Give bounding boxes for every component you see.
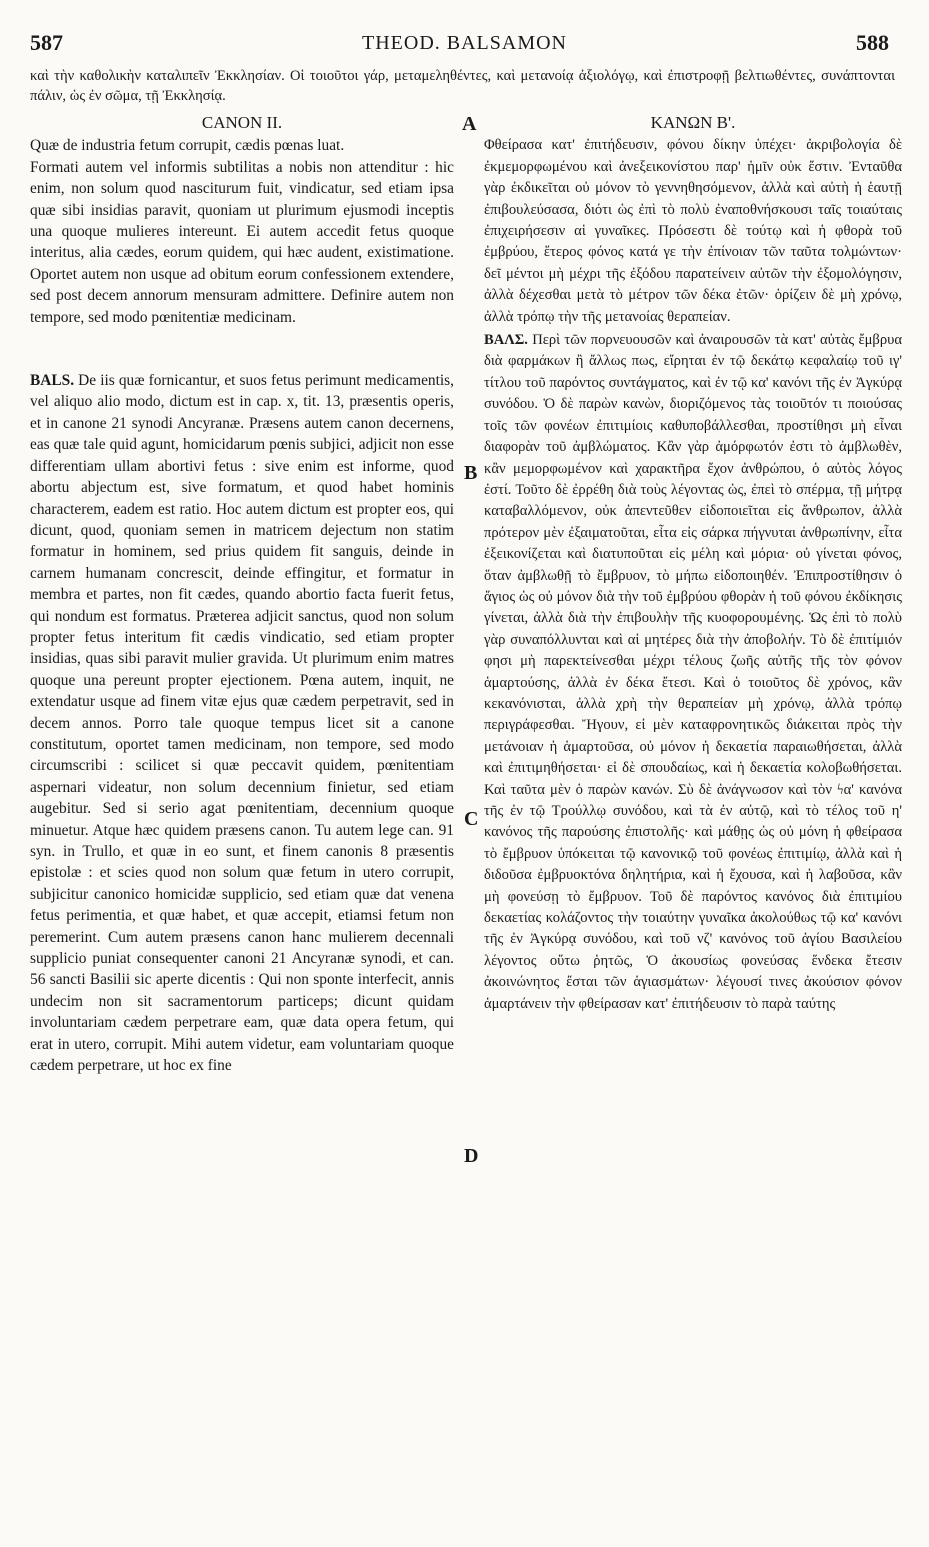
latin-commentary	[30, 370, 454, 1076]
page-number-left: 587	[30, 30, 63, 55]
margin-marker-c: C	[464, 808, 479, 830]
running-title: THEOD. BALSAMON	[362, 32, 567, 54]
intro-greek-text: καὶ τὴν καθολικὴν καταλιπεῖν Ἐκκλησίαν. Οἱ τοιοῦτοι γάρ, μεταμεληθέντες, καὶ μετανοίᾳ ἀξιολόγῳ, καὶ ἐπιστροφῇ βελτιωθέντες, συνάπτονται πάλιν, ὡς ἐν σῶμα, τῇ Ἐκκλησίᾳ.	[30, 68, 895, 104]
section-gap	[30, 328, 454, 370]
latin-rubric: Quæ de industria fetum corrupit, cædis pœnas luat.	[30, 137, 345, 155]
greek-canon-title: ΚΑΝΩΝ Β'.	[650, 113, 736, 132]
latin-canon-title: CANON II.	[201, 113, 283, 132]
latin-column	[30, 112, 454, 1076]
page-header	[30, 30, 899, 62]
page-number-right: 588	[856, 30, 889, 55]
latin-commentary-text: De iis quæ fornicantur, et suos fetus perimunt medicamentis, vel aliquo alio modo, dictum est in cap. x, tit. 13, præsentis operis, et in canone 21 synodi Ancyranæ. Præsens autem canon decernens, eas quæ tale quid agunt, homicidarum pœnis subjici, adjicit non esse differentiam ullam abortivi fetus : sive enim est informe, quod abortu abjectum est, sive formatum, et quod habet hominis characterem, eadem est ratio. Hoc autem dictum est propter eos, qui dicunt, quod, quoniam semen in matricem dejectum non statim formatur in hominem, sed prius quidem fit sanguis, deinde in carnem humanam concrescit, deinde effingitur, et formatur in membra et partes, non fit cædes, quando abortio facta fuerit fetus, qui nondum est formatus. Præterea adjicit sanctus, quod non solum propter fetus interitum fit cædis vindicatio, sed etiam propter insidias, quas sibi paravit mulier gravida. Ut plurimum enim matres quoque una pereunt propter ejectionem. Pœna autem, inquit, ne extendatur usque ad finem vitæ ejus quæ cædem perpetravit, sed in decem annos. Porro tale quoque tempus licet sit a canone constitutum, oportet tamen medicinam, non tempore, sed modo circumscribi : scilicet si quæ peccavit quidem, pœnitentiam aspernari videatur, non solum decennium finietur, sed etiam augebitur. Sed si serio agat pœnitentiam, decennium quoque minuetur. Atque hæc quidem præsens canon. Tu autem lege can. 91 syn. in Trullo, et quæ in eo sunt, et finem canonis 8 præsentis epistolæ : et scies quod non solum quæ fetum in utero corrupit, subjicitur canonico homicidæ supplicio, sed etiam quæ dat venena fetus perimentia, et quæ habet, et quæ accepit, etiamsi fetum non peremerint. Cum autem præsens canon hanc mulierem decennali supplicio puniat consequenter canoni 21 Ancyranæ synodi, et can. 56 sancti Basilii sic aperte dicentis : Qui non sponte interfecit, annis undecim non sit sacramentorum particeps; dicunt quidam involuntariam cædem perpetrare eam, quæ data opera fetum, qui erat in utero, corrupit. Mihi autem videtur, eam voluntariam quoque cædem perpetrare, ut hoc ex fine	[30, 372, 454, 1075]
latin-bals-label: BALS.	[30, 372, 75, 390]
greek-canon-text: Φθείρασα κατ' ἐπιτήδευσιν, φόνου δίκην ὑπέχει· ἀκριβολογία δὲ ἐκμεμορφωμένου καὶ ἀνεξεικονίστου παρ' ἡμῖν οὐκ ἔστιν. Ἐνταῦθα γὰρ ἐκδικεῖται οὐ μόνον τὸ γεννηθησόμενον, ἀλλὰ καὶ αὐτὴ ἡ ἑαυτῇ ἐπιβουλεύσασα, διότι ὡς ἐπὶ τὸ πολὺ ἐναποθνήσκουσι ταῖς τοιαύταις ἐπιχειρήσεσιν αἱ γυναῖκες. Πρόσεστι δὲ τούτῳ καὶ ἡ φθορὰ τοῦ ἐμβρύου, ἕτερος φόνος κατά γε τὴν ἐπίνοιαν τῶν ταῦτα τολμώντων· δεῖ μέντοι μὴ μέχρι τῆς ἐξόδου παρατείνειν αὐτῶν τὴν ἐξομολόγησιν, ἀλλὰ δέχεσθαι μετὰ τὸ μέτρον τῶν δέκα ἐτῶν· ὁρίζειν δὲ μὴ χρόνῳ, ἀλλὰ τρόπῳ τὴν τῆς μετανοίας θεραπείαν.	[484, 137, 902, 325]
margin-marker-d: D	[464, 1145, 479, 1167]
greek-bals-label: ΒΑΛΣ.	[484, 332, 528, 349]
greek-commentary	[484, 330, 902, 1015]
margin-marker-b: B	[464, 462, 478, 484]
latin-canon-text: Formati autem vel informis subtilitas a nobis non attenditur : hic enim, non solum quod nasciturum fuit, vindicatur, sed etiam ipsa quæ sibi insidias paravit, quoniam ut plurimum ejusmodi inceptis una quoque mulieres intereunt. Ei autem accedit fetus quoque interitus, alia cædes, eorum quidem, qui hæc audent, existimatione. Oportet autem non usque ad obitum eorum confessionem extendere, sed post decem annorum mensuram admittere. Definire autem non tempore, sed modo pœnitentiæ medicinam.	[30, 158, 454, 326]
greek-column	[484, 112, 902, 1015]
margin-marker-a: A	[462, 113, 477, 135]
greek-commentary-text: Περὶ τῶν πορνευουσῶν καὶ ἀναιρουσῶν τὰ κατ' αὐτὰς ἔμβρυα διὰ φαρμάκων ἢ ἄλλως πως, εἴρηται ἐν τῷ δεκάτῳ κεφαλαίῳ τοῦ ιγ' τίτλου τοῦ παρόντος συντάγματος, καὶ ἐν τῷ κα' κανόνι τῆς ἐν Ἀγκύρᾳ συνόδου. Ὁ δὲ παρὼν κανὼν, διοριζόμενος τὰς τοιοῦτόν τι ποιούσας τοῖς τῶν φονέων ἐπιτιμίοις καθυποβάλλεσθαι, προστίθησι μὴ εἶναι διαφορὰν τοῦ ἀμβλώματος. Κἂν γὰρ ἀμόρφωτόν ἐστι τὸ ἀμβλωθὲν, κἂν μεμορφωμένον καὶ χαρακτῆρα ἔχον ἀνθρώπου, ὁ αὐτὸς λόγος ἐστί. Τοῦτο δὲ ἐρρέθη διὰ τοὺς λέγοντας ὡς, ἐπεὶ τὸ σπέρμα, τῇ μήτρᾳ καταβαλλόμενον, οὐκ ἀπεντεῦθεν εἰδοποιεῖται εἰς ἄνθρωπον, ἀλλὰ πρότερον μὲν ἐξαιματοῦται, εἶτα εἰς σάρκα πήγνυται ἀνθρωπίνην, εἶτα ἐξεικονίζεται καὶ διατυποῦται εἰς μέλη καὶ μόρια· οὐ γίνεται φόνος, ὅταν ἀμβλωθῇ τὸ ἔμβρυον, τὸ μήπω εἰδοποιηθέν. Ἐπιπροστίθησιν ὁ ἅγιος ὡς οὐ μόνον διὰ τὴν τοῦ ἐμβρύου φθορὰν ἡ τοῦ φόνου ἐκδίκησις γίνεται, ἀλλὰ διὰ τὴν ἐπιβουλὴν τῆς κυοφορουμένης. Ὡς ἐπὶ τὸ πολὺ γὰρ συναπόλλυνται καὶ αἱ μητέρες διὰ τὴν ἀποβολήν. Τὸ δὲ ἐπιτίμιόν φησι μὴ παρεκτείνεσθαι μέχρι τέλους ζωῆς αὐτῆς τῆς τὸν φόνον ἁμαρτούσης, ἀλλὰ ἐν δέκα ἔτεσι. Καὶ ὁ τοιοῦτος δὲ χρόνος, κἂν κεκανόνισται, ἀλλὰ χρὴ τὴν θεραπείαν μὴ χρόνῳ, ἀλλὰ τρόπῳ περιγράφεσθαι. Ἤγουν, εἰ μὲν καταφρονητικῶς διάκειται πρὸς τὴν μετάνοιαν ἡ ἁμαρτοῦσα, οὐ μόνον ἡ δεκαετία παραιωθήσεται, ἀλλὰ καὶ ἐπιτιμηθήσεται· εἰ δὲ σπουδαίως, καὶ ἡ δεκαετία κολοβωθήσεται. Καὶ ταῦτα μὲν ὁ παρὼν κανών. Σὺ δὲ ἀνάγνωσον καὶ τὸν ϟα' κανόνα τῆς ἐν τῷ Τρούλλῳ συνόδου, καὶ τὰ ἐν αὐτῷ, καὶ τὸ τέλος τοῦ η' κανόνος τῆς παρούσης ἐπιστολῆς· καὶ μάθῃς ὡς οὐ μόνη ἡ φθείρασα τὸ ἔμβρυον ὑπόκειται τῷ κανονικῷ τοῦ φονέως ἐπιτιμίῳ, ἀλλὰ καὶ ἡ διδοῦσα ἐμβρυοκτόνα δηλητήρια, καὶ ἡ ἔχουσα, καὶ ἡ λαβοῦσα, κἂν μὴ φονεύσῃ τὸ ἔμβρυον. Τοῦ δὲ παρόντος κανόνος διὰ ἐπιτιμίου δεκαετίας κολάζοντος τὴν τοιαύτην γυναῖκα ἀκολούθως τῷ κα' κανόνι τῆς ἐν Ἀγκύρᾳ συνόδου, καὶ τοῦ νζ' κανόνος τοῦ ἁγίου Βασιλείου λέγοντος οὕτω ῥητῶς, Ὁ ἀκουσίως φονεύσας ἕνδεκα ἔτεσιν ἀκοινώνητος ἔσται τῶν ἁγιασμάτων· λέγουσί τινες ἀκούσιον φόνον ἁμαρτάνειν τὴν φθείρασαν κατ' ἐπιτήδευσιν τὸ παρὰ ταύτης	[484, 332, 903, 1012]
